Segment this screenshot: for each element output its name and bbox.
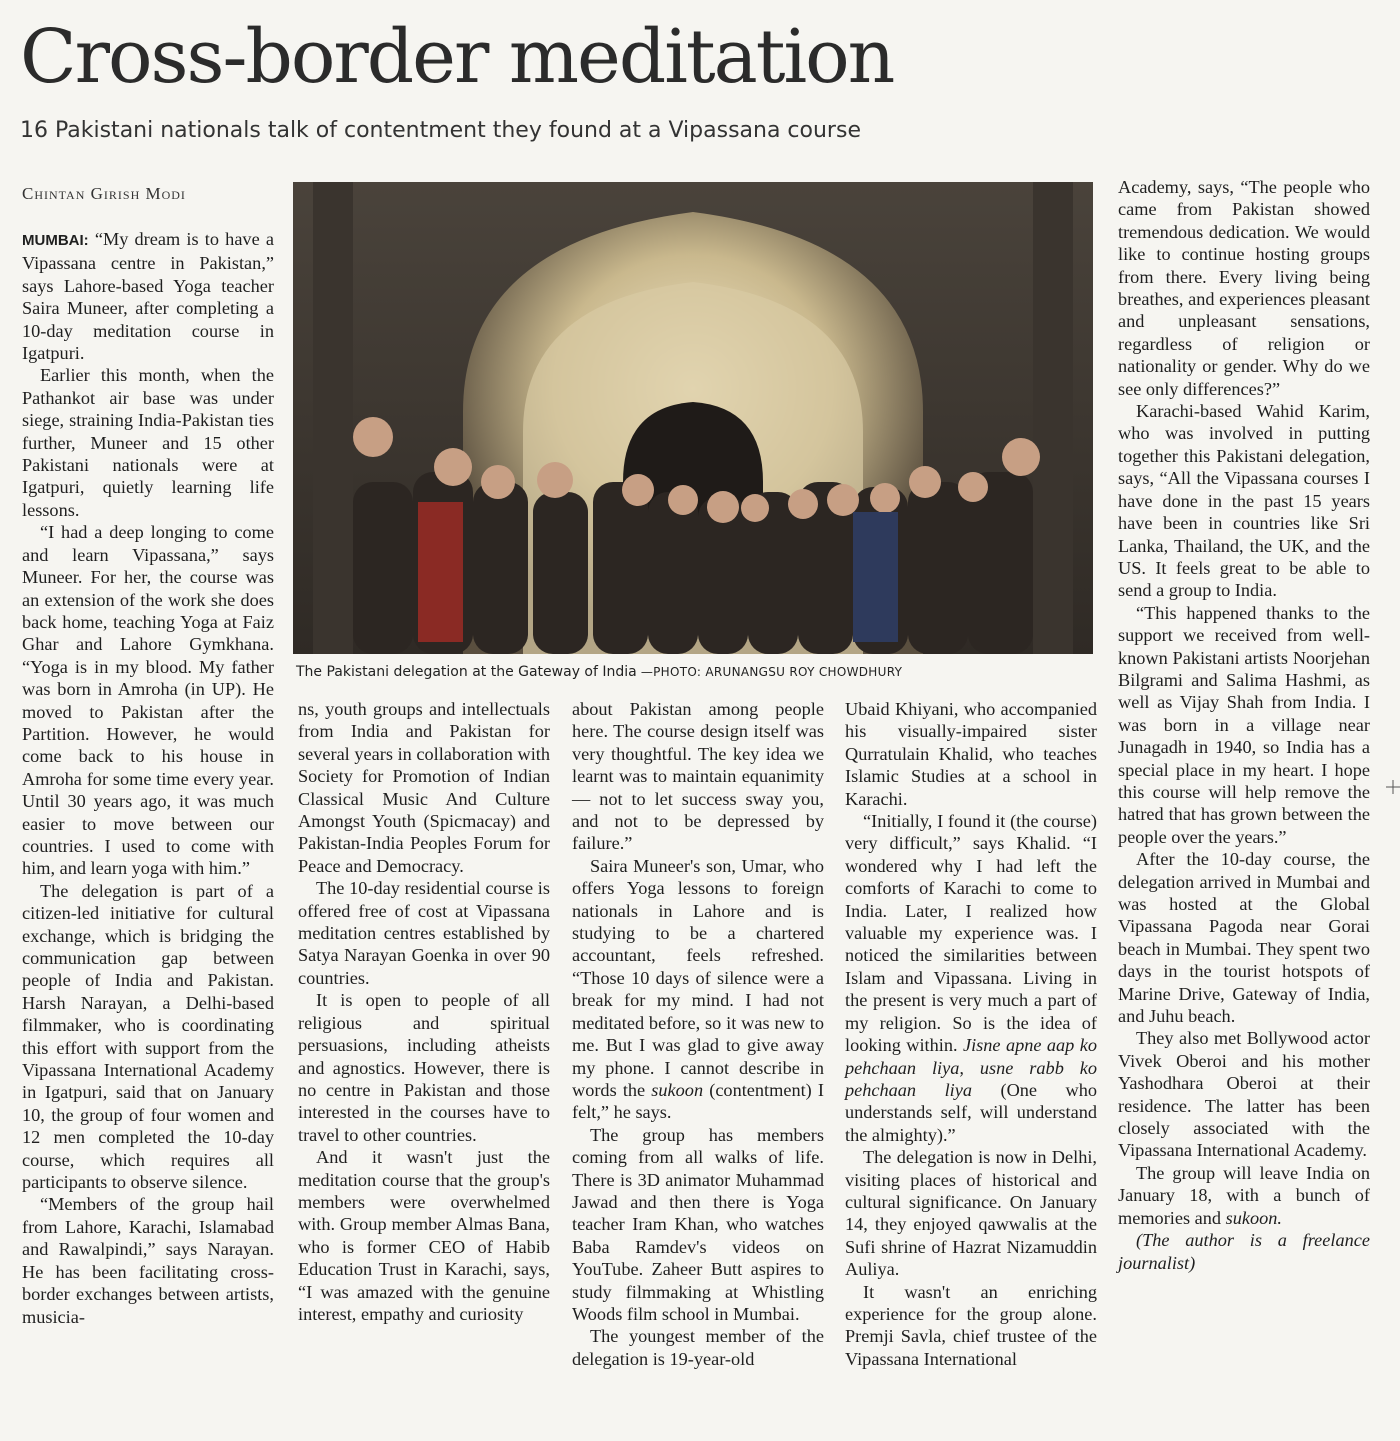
article-paragraph: It is open to people of all religious and spiritual persuasions, including atheists and agnostics. However, there is no centre in Pakistan and those interested in the courses have to travel to other countries. <box>298 990 550 1145</box>
crop-mark-icon <box>1386 780 1400 794</box>
paragraph-text: “My dream is to have a Vipassana centre in Pakistan,” says Lahore-based Yoga teacher Saira Muneer, after completing a 10-day meditation course in Igatpuri. <box>22 229 274 364</box>
dateline: MUMBAI: <box>22 232 89 249</box>
article-paragraph: They also met Bollywood actor Vivek Oberoi and his mother Yashodhara Oberoi at their residence. The latter has been closely associated with the Vipassana International Academy. <box>1118 1028 1370 1161</box>
article-paragraph: Earlier this month, when the Pathankot air base was under siege, straining India-Pakistan ties further, Muneer and 15 other Pakistani nationals were at Igatpuri, quietly learning life lessons. <box>22 365 274 520</box>
article-paragraph: The group has members coming from all walks of life. There is 3D animator Muhammad Jawad and then there is Yoga teacher Iram Khan, who watches Baba Ramdev's videos on YouTube. Zaheer Butt aspires to study filmmaking at Whistling Woods film school in Mumbai. <box>572 1124 824 1324</box>
caption-text: The Pakistani delegation at the Gateway of India <box>296 664 637 680</box>
article-paragraph: The youngest member of the delegation is 19-year-old <box>572 1326 824 1369</box>
article-paragraph: After the 10-day course, the delegation arrived in Mumbai and was hosted at the Global Vipassana Pagoda near Gorai beach in Mumbai. They spent two days in the tourist hotspots of Marine Drive, Gateway of India, and Juhu beach. <box>1118 849 1370 1027</box>
article-paragraph: The 10-day residential course is offered free of cost at Vipassana meditation centres established by Satya Narayan Goenka in over 90 countries. <box>298 878 550 988</box>
article-paragraph: “This happened thanks to the support we received from well-known Pakistani artists Noorjehan Bilgrami and Salima Hashmi, as well as Vijay Shah from India. I was born in a village near Junagadh in 1940, so India has a special place in my heart. I hope this course will help remove the hatred that has grown between the people over the years.” <box>1118 602 1370 847</box>
paragraph-text: Saira Muneer's son, Umar, who offers Yoga lessons to foreign nationals in Lahore and is studying to be a chartered accountant, feels refreshed. “Those 10 days of silence were a break for my mind. I had not meditated before, so it was new to me. But I was glad to give away my phone. I cannot describe in words the <box>572 855 824 1100</box>
delegation-photo <box>293 182 1093 654</box>
byline: Chintan Girish Modi <box>22 184 186 203</box>
paragraph-text: (contentment) I felt,” he says. <box>572 1079 824 1123</box>
article-paragraph: The delegation is part of a citizen-led initiative for cultural exchange, which is bridging the communication gap between people of India and Pakistan. Harsh Narayan, a Delhi-based filmmaker, who is coordinating this effort with support from the Vipassana International Academy in Igatpuri, said that on January 10, the group of four women and 12 men completed the 10-day course, which requires all participants to observe silence. <box>22 880 274 1193</box>
author-note-text: (The author is a freelance journalist) <box>1118 1230 1370 1273</box>
photo-caption <box>296 664 902 680</box>
gateway-photo-illustration <box>293 182 1093 654</box>
article-column-1 <box>22 228 274 1328</box>
author-note <box>1118 1229 1370 1274</box>
article-paragraph <box>572 855 824 1124</box>
article-column-4 <box>845 698 1097 1370</box>
article-column-3 <box>572 698 824 1370</box>
article-paragraph: “Members of the group hail from Lahore, Karachi, Islamabad and Rawalpindi,” says Narayan. He has been facilitating cross-border exchanges between artists, musicia- <box>22 1194 274 1327</box>
paragraph-text: “Initially, I found it (the course) very difficult,” says Khalid. “I wondered why I had left the comforts of Karachi to come to India. Later, I realized how valuable my experience was. I noticed the similarities between Islam and Vipassana. Living in the present is very much a part of my religion. So is the idea of looking within. <box>845 811 1097 1056</box>
article-paragraph: Academy, says, “The people who came from Pakistan showed tremendous dedication. We would like to continue hosting groups from there. Every living being breathes, and experiences pleasant and unpleasant sensations, regardless of religion or nationality or gender. Why do we see only differences?” <box>1118 177 1370 399</box>
subhead: 16 Pakistani nationals talk of contentment they found at a Vipassana course <box>20 118 861 143</box>
italic-quote: Jisne apne aap ko pehchaan liya, usne rabb ko pehchaan liya <box>845 1035 1097 1100</box>
article-paragraph: ns, youth groups and intellectuals from India and Pakistan for several years in collaboration with Society for Promotion of Indian Classical Music And Culture Amongst Youth (Spicmacay) and Pakistan-India Peoples Forum for Peace and Democracy. <box>298 699 550 876</box>
article-paragraph: about Pakistan among people here. The course design itself was very thoughtful. The key idea we learnt was to maintain equanimity — not to let success sway you, and not to be depressed by failure.” <box>572 699 824 854</box>
article-paragraph: And it wasn't just the meditation course that the group's members were overwhelmed with. Group member Almas Bana, who is former CEO of Habib Education Trust in Karachi, says, “I was amazed with the genuine interest, empathy and curiosity <box>298 1147 550 1324</box>
article-paragraph: It wasn't an enriching experience for the group alone. Premji Savla, chief trustee of the Vipassana International <box>845 1281 1097 1369</box>
article-paragraph <box>845 810 1097 1146</box>
headline: Cross-border meditation <box>20 14 894 100</box>
paragraph-text: (One who understands self, will understand the almighty).” <box>845 1079 1097 1145</box>
article-paragraph <box>22 228 274 364</box>
article-paragraph: “I had a deep longing to come and learn Vipassana,” says Muneer. For her, the course was an extension of the work she does back home, teaching Yoga at Faiz Ghar and Lahore Gymkhana. “Yoga is in my blood. My father was born in Amroha (in UP). He moved to Pakistan after the Partition. However, he would come back to his house in Amroha for some time every year. Until 30 years ago, it was much easier to move between our countries. I used to come with him, and learn yoga with him.” <box>22 522 274 879</box>
italic-term: sukoon <box>651 1079 704 1100</box>
article-column-5 <box>1118 176 1370 1274</box>
article-paragraph <box>1118 1162 1370 1229</box>
photo-credit: —PHOTO: ARUNANGSU ROY CHOWDHURY <box>636 665 903 679</box>
italic-term: sukoon. <box>1225 1207 1283 1228</box>
article-column-2 <box>298 698 550 1325</box>
article-paragraph: The delegation is now in Delhi, visiting places of historical and cultural significance. On January 14, they enjoyed qawwalis at the Sufi shrine of Hazrat Nizamuddin Auliya. <box>845 1147 1097 1280</box>
article-paragraph: Ubaid Khiyani, who accompanied his visually-impaired sister Qurratulain Khalid, who teaches Islamic Studies at a school in Karachi. <box>845 699 1097 809</box>
article-paragraph: Karachi-based Wahid Karim, who was involved in putting together this Pakistani delegation, says, “All the Vipassana courses I have done in the past 15 years have been in countries like Sri Lanka, Thailand, the UK, and the US. It feels great to be able to send a group to India. <box>1118 401 1370 601</box>
paragraph-text: The group will leave India on January 18, with a bunch of memories and <box>1118 1162 1370 1228</box>
